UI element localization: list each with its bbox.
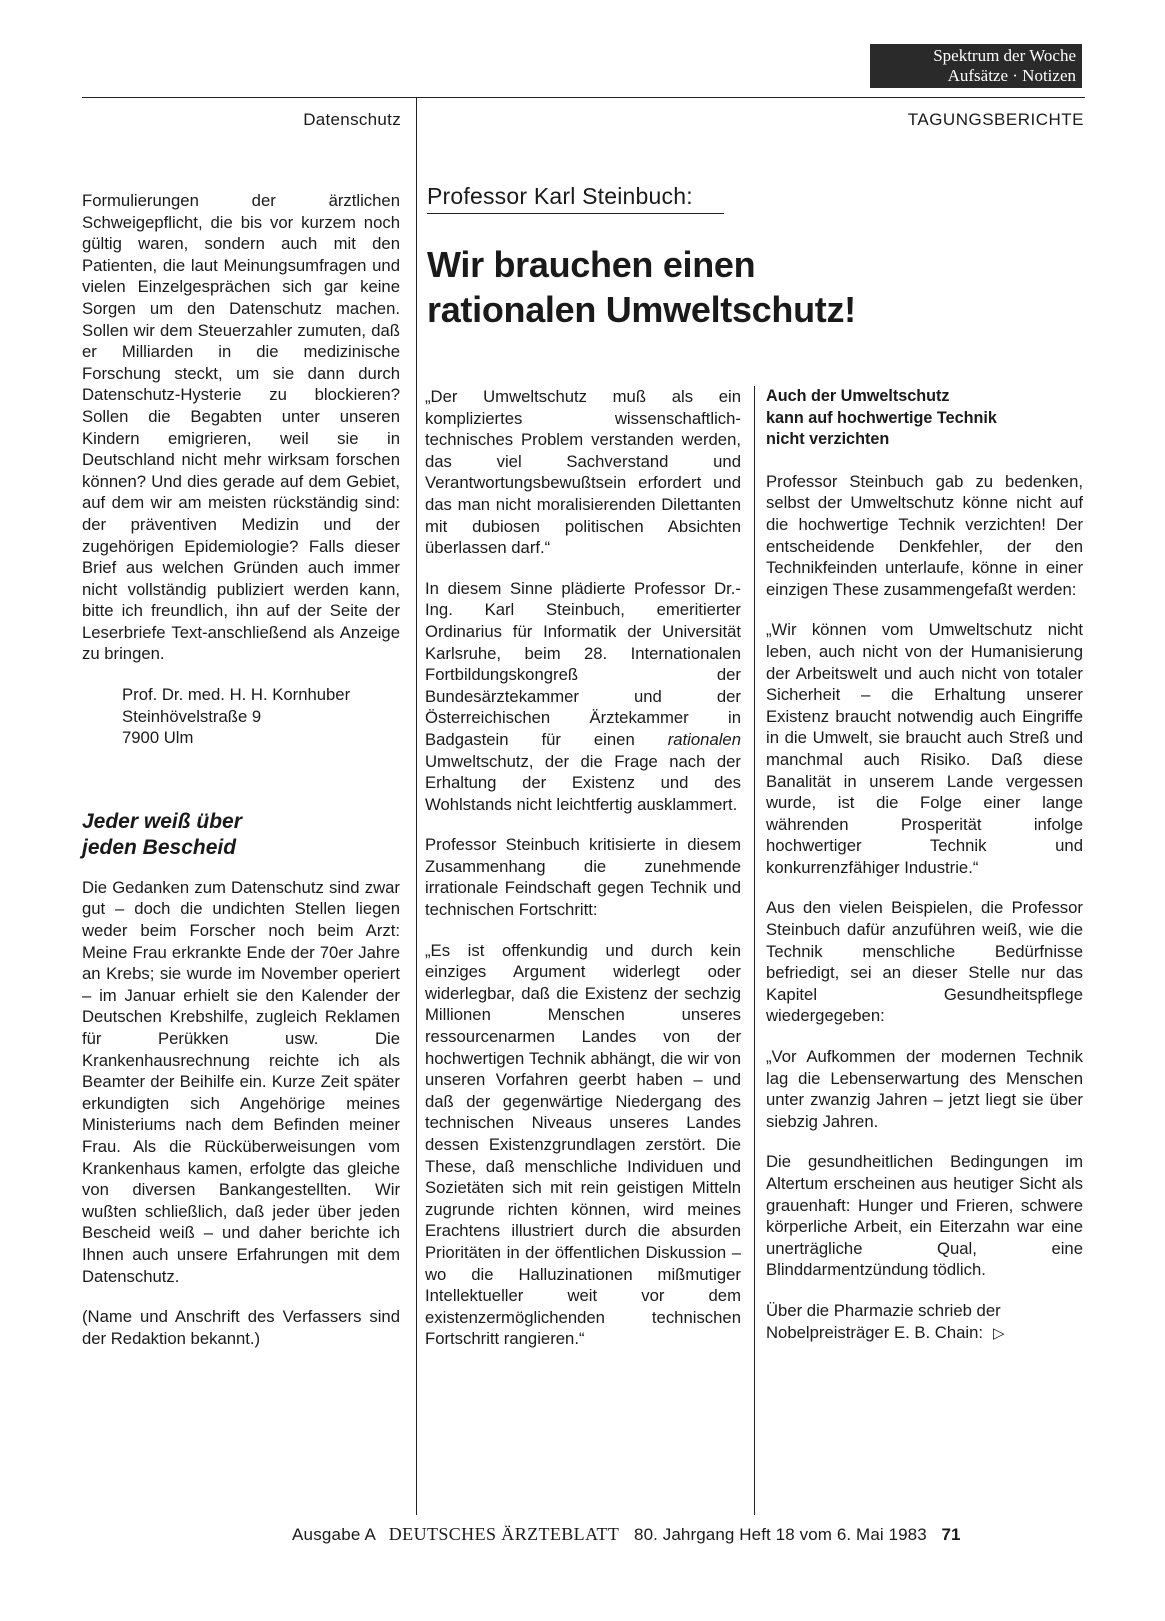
article-paragraph-intro <box>425 578 741 816</box>
letters-column <box>82 190 400 1368</box>
footer-journal: DEUTSCHES ÄRZTEBLATT <box>388 1524 620 1544</box>
subhead-line-3: nicht verzichten <box>766 430 890 449</box>
article-paragraph-technology: Professor Steinbuch gab zu bedenken, selbst der Umweltschutz könne nicht auf die hochwertige Technik verzichten! Der entscheidende Denkfehler, der den Technikfeinden unterlaufe, könne in einer einzigen These zusammengefaßt werden: <box>766 471 1083 599</box>
headline-line-2: rationalen Umweltschutz! <box>427 289 856 330</box>
header-rule <box>82 97 1085 98</box>
letter-signature <box>122 684 400 749</box>
continue-arrow-icon: ▷ <box>993 1324 1005 1342</box>
letter-body: Formulierungen der ärztlichen Schweigepflicht, die bis vor kurzem noch gültig waren, sondern auch mit den Patienten, die laut Meinungsumfragen und vielen Einzelgesprächen sich gar keine Sorgen um den Datenschutz machen. Sollen wir dem Steuerzahler zumuten, daß er Milliarden in die medizinische Forschung steckt, um sie dann durch Datenschutz-Hysterie zu blockieren? Sollen die Begabten unter unseren Kindern emigrieren, weil sie in Deutschland nicht mehr wirksam forschen können? Und dies gerade auf dem Gebiet, auf dem wir am meisten rückständig sind: der präventiven Medizin und der zugehörigen Epidemiologie? Falls dieser Brief aus welchen Gründen auch immer nicht vollständig publiziert werden kann, bitte ich freundlich, ihn auf der Seite der Leserbriefe Text-anschließend als Anzeige zu bringen. <box>82 191 400 664</box>
article-quote-3: „Wir können vom Umweltschutz nicht leben, auch nicht von der Humanisierung der Arbeitswelt und auch nicht von totaler Sicherheit – die Erhaltung unserer Existenz braucht notwendig auch Eingriffe in die Umwelt, sie braucht auch Streß und manchmal auch Risiko. Daß diese Banalität in unserem Lande vergessen wurde, ist die Folge einer lange währenden Prosperität infolge hochwertiger Technik und konkurrenzfähiger Industrie.“ <box>766 620 1083 877</box>
article-paragraph-health: Die gesundheitlichen Bedingungen im Altertum erscheinen aus heutiger Sicht als grauenhaft: Hunger und Frieren, schwere körperliche Arbeit, ein Eiterzahn war eine unerträgliche Qual, eine Blinddarmentzündung tödlich. <box>766 1152 1083 1280</box>
second-letter-body: Die Gedanken zum Datenschutz sind zwar gut – doch die undichten Stellen liegen weder beim Forscher noch beim Arzt: Meine Frau erkrankte Ende der 70er Jahre an Krebs; sie wurde im November operiert – im Januar erhielt sie den Kalender der Deutschen Krebshilfe, zugleich Reklamen für Perükken usw. Die Krankenhausrechnung reichte ich als Beamter der Beihilfe ein. Kurze Zeit später erkundigten sich Angehörige meines Ministeriums nach dem Befinden meiner Frau. Als die Rücküberweisungen vom Krankenhaus kamen, erfolgte das gleiche von diversen Bankangestellten. Wir wußten schließlich, daß jeder über jeden Bescheid weiß – und daher berichte ich Ihnen auch unsere Erfahrungen mit dem Datenschutz. <box>82 877 400 1286</box>
article-paragraph-pharmacy <box>766 1300 1083 1344</box>
second-letter-title-line-2: jeden Bescheid <box>82 835 237 859</box>
column-divider-right <box>754 386 755 1515</box>
column-divider-left <box>416 97 417 1515</box>
subhead-line-1: Auch der Umweltschutz <box>766 387 950 405</box>
article-column-right <box>766 386 1083 1363</box>
article-quote-2: „Es ist offenkundig und durch kein einziges Argument widerlegt oder widerlegbar, daß die Existenz der sechzig Millionen Menschen unseres ressourcenarmen Landes von der hochwertigen Technik abhängt, die wir von unseren Vorfahren geerbt haben – und daß der gegenwärtige Niedergang des technischen Niveaus unseres Landes dessen Existenzgrundlagen zerstört. Die These, daß menschliche Individuen und Sozietäten sich mit rein geistigen Mitteln zugrunde richten können, wird meines Erachtens illustriert durch die absurden Prioritäten in der öffentlichen Diskussion – wo die Halluzinationen mißmutiger Intellektueller weit vor dem existenzermöglichenden technischen Fortschritt rangieren.“ <box>425 940 741 1349</box>
footer-issue: 80. Jahrgang Heft 18 vom 6. Mai 1983 <box>634 1525 927 1544</box>
article-column-middle <box>425 386 741 1369</box>
page-footer <box>292 1524 1087 1545</box>
article-paragraph-examples: Aus den vielen Beispielen, die Professor Steinbuch dafür anzuführen weiß, wie die Technik menschliche Bedürfnisse befriedigt, sei an dieser Stelle nur das Kapitel Gesundheitspflege wiedergegeben: <box>766 898 1083 1026</box>
headline-line-1: Wir brauchen einen <box>427 244 756 285</box>
article-quote-4: „Vor Aufkommen der modernen Technik lag die Lebenserwartung des Menschen unter zwanzig Jahren – jetzt liegt sie über siebzig Jahren. <box>766 1047 1083 1131</box>
signature-street: Steinhövelstraße 9 <box>122 706 262 726</box>
article-subhead <box>766 386 1083 451</box>
badge-line-2: Aufsätze · Notizen <box>947 66 1076 85</box>
article-headline <box>427 242 1067 332</box>
second-letter-title-line-1: Jeder weiß über <box>82 809 242 833</box>
badge-line-1: Spektrum der Woche <box>933 46 1076 65</box>
page-number: 71 <box>941 1525 961 1544</box>
subhead-line-2: kann auf hochwertige Technik <box>766 408 997 427</box>
footer-edition: Ausgabe A <box>292 1525 377 1544</box>
article-paragraph-critique: Professor Steinbuch kritisierte in diesem Zusammenhang die zunehmende irrationale Feindschaft gegen Technik und technischen Fortschritt: <box>425 835 741 920</box>
intro-text-a: In diesem Sinne plädierte Professor Dr.-Ing. Karl Steinbuch, emeritierter Ordinarius für Informatik der Universität Karlsruhe, beim 28. Internationalen Fortbildungskongreß der Bundesärztekammer und der Österreichischen Ärztekammer in Badgastein für einen <box>425 578 741 749</box>
intro-text-b: Umweltschutz, der die Frage nach der Erhaltung der Existenz und des Wohlstands nicht leichtfertig ausklammert. <box>425 751 741 814</box>
signature-name: Prof. Dr. med. H. H. Kornhuber <box>122 685 351 705</box>
section-badge <box>870 44 1082 88</box>
section-label-left: Datenschutz <box>303 110 401 129</box>
second-letter-note: (Name und Anschrift des Verfassers sind der Redaktion bekannt.) <box>82 1307 400 1348</box>
signature-city: 7900 Ulm <box>122 728 194 748</box>
article-kicker: Professor Karl Steinbuch: <box>427 183 724 214</box>
intro-emphasis: rationalen <box>667 729 741 749</box>
second-letter-title <box>82 809 400 861</box>
pharmacy-text: Über die Pharmazie schrieb der Nobelpreisträger E. B. Chain: <box>766 1300 1001 1342</box>
section-label-right: TAGUNGSBERICHTE <box>907 110 1084 129</box>
article-quote-1: „Der Umweltschutz muß als ein kompliziertes wissenschaftlich-technisches Problem verstanden werden, das viel Sachverstand und Verantwortungsbewußtsein erfordert und das man nicht moralisierenden Dilettanten mit dubiosen politischen Absichten überlassen darf.“ <box>425 387 741 558</box>
